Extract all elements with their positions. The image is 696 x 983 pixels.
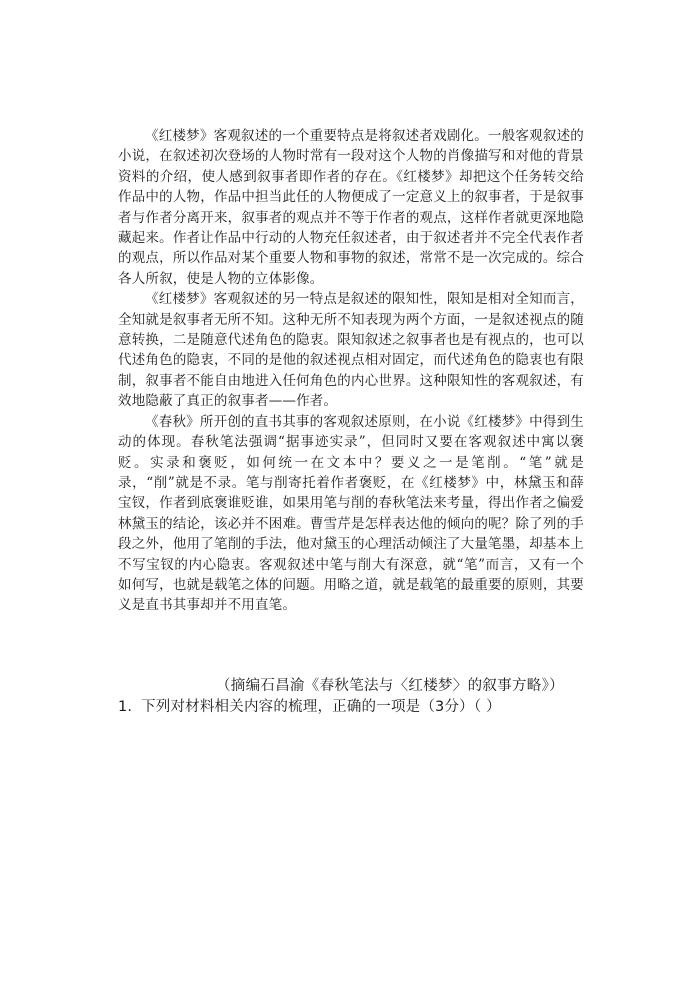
passage-paragraph-1: 《红楼梦》客观叙述的一个重要特点是将叙述者戏剧化。一般客观叙述的小说，在叙述初次登场的人物时常有一段对这个人物的肖像描写和对他的背景资料的介绍，使人感到叙事者即作者的存在。《红楼梦》却把这个任务转交给作品中的人物，作品中担当此任的人物便成了一定意义上的叙事者，于是叙事者与作者分离开来，叙事者的观点并不等于作者的观点，这样作者就更深地隐藏起来。作者让作品中行动的人物充任叙述者，由于叙述者并不完全代表作者的观点，所以作品对某个重要人物和事物的叙述，常常不是一次完成的。综合各人所叙，使是人物的立体影像。: [118, 128, 584, 287]
source-citation: （摘编石昌渝《春秋笔法与〈红楼梦〉的叙事方略》）: [216, 678, 564, 694]
question-number: 1.: [118, 699, 133, 715]
passage-paragraph-3: 《春秋》所开创的直书其事的客观叙述原则，在小说《红楼梦》中得到生动的体现。春秋笔法强调“据事迹实录”，但同时又要在客观叙述中寓以褒贬。实录和褒贬，如何统一在文本中？要义之一是笔削。“笔”就是录，“削”就是不录。笔与削寄托着作者褒贬，在《红楼梦》中，林黛玉和薛宝钗，作者到底褒谁贬谁，如果用笔与削的春秋笔法来考量，得出作者之偏爱林黛玉的结论，该必并不困难。曹雪芹是怎样表达他的倾向的呢？除了列的手段之外，他用了笔削的手法，他对黛玉的心理活动倾注了大量笔墨，却基本上不写宝钗的内心隐衷。客观叙述中笔与削大有深意，就“笔”而言，又有一个如何写，也就是载笔之体的问题。用略之道，就是载笔的最重要的原则，其要义是直书其事却并不用直笔。: [118, 413, 584, 614]
question-1: [118, 697, 588, 717]
reading-passage: [118, 126, 584, 616]
passage-paragraph-2: 《红楼梦》客观叙述的另一特点是叙述的限知性，限知是相对全知而言，全知就是叙事者无所不知。这种无所不知表现为两个方面，一是叙述视点的随意转换，二是随意代述角色的隐衷。限知叙述之叙事者也是有视点的，也可以代述角色的隐衷，不同的是他的叙述视点相对固定，而代述角色的隐衷也有限制，叙事者不能自由地进入任何角色的内心世界。这种限知性的客观叙述，有效地隐蔽了真正的叙事者——作者。: [118, 291, 584, 410]
question-text: 下列对材料相关内容的梳理，正确的一项是（3分）（ ）: [141, 699, 501, 715]
